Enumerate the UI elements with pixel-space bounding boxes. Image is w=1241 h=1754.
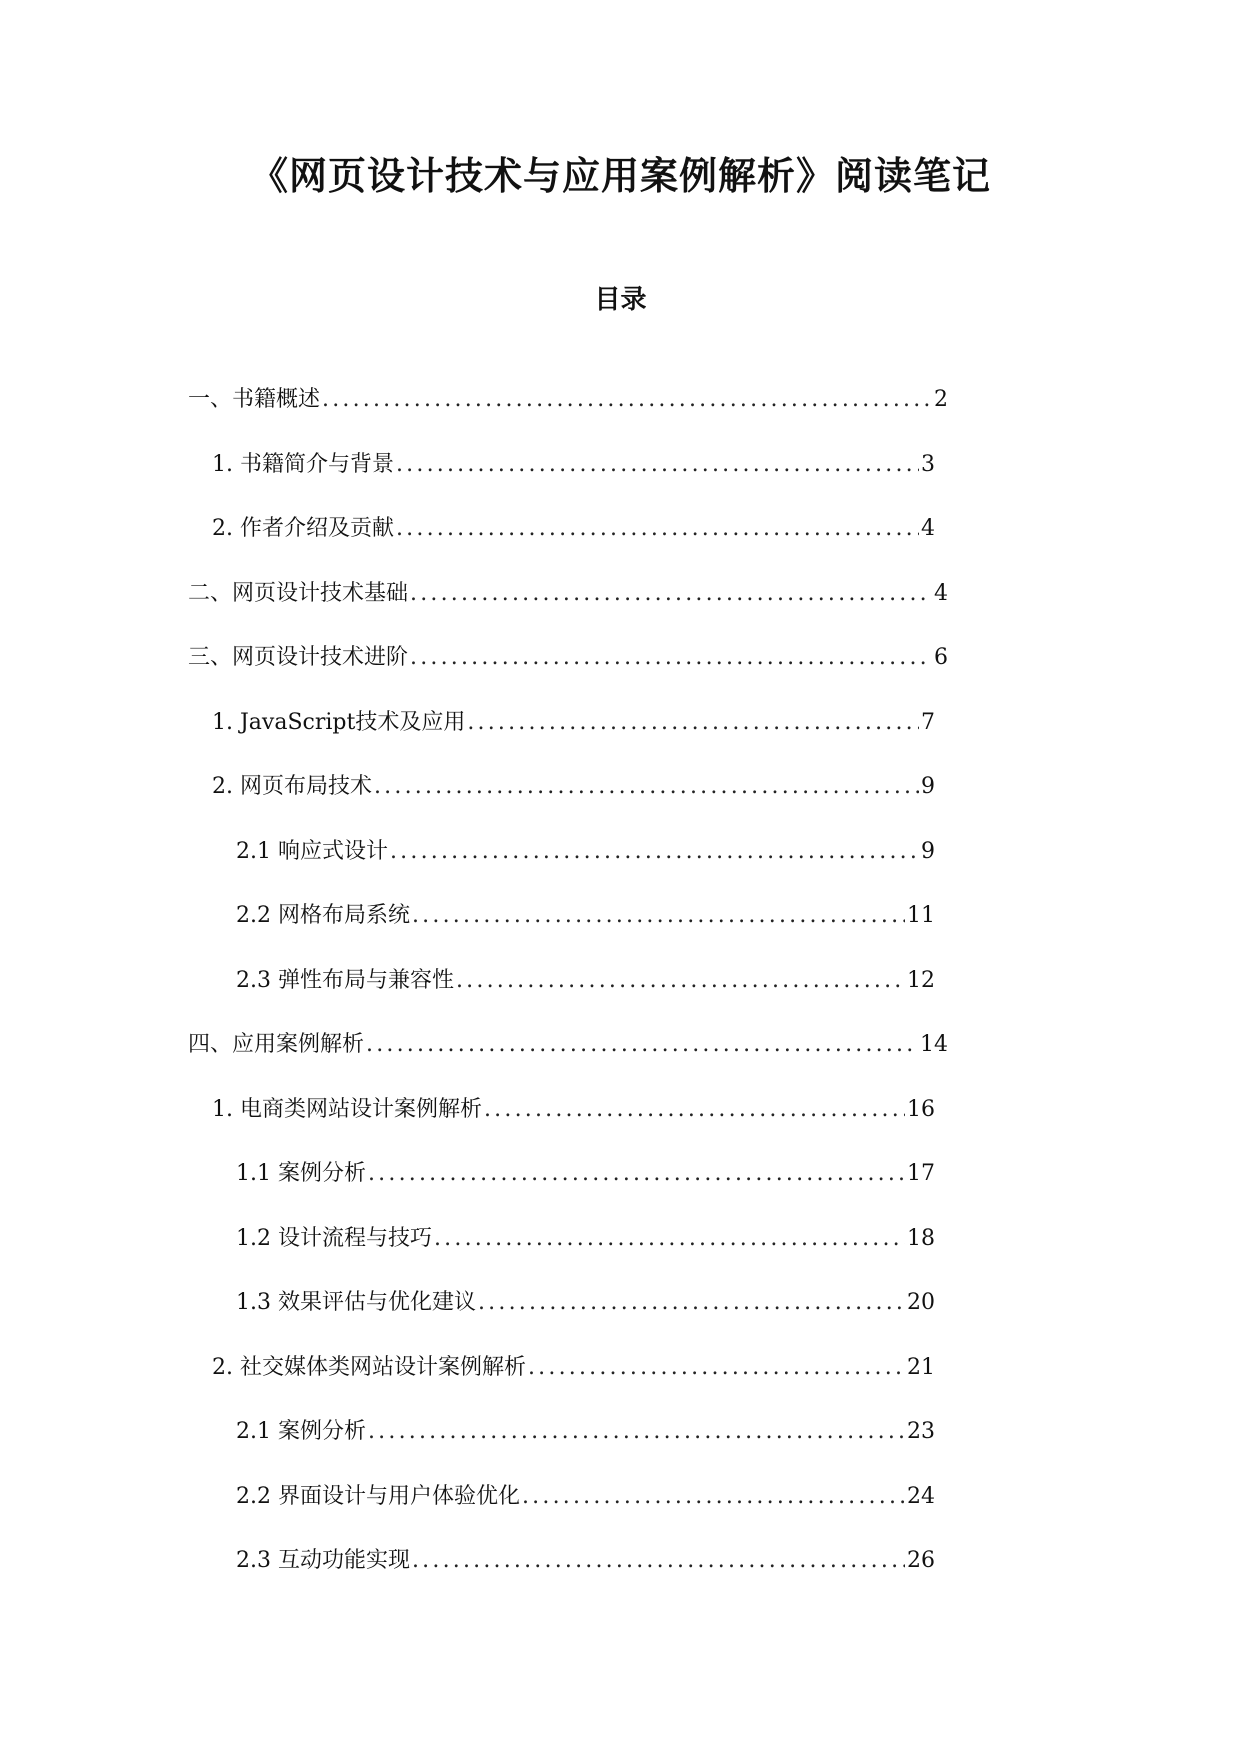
toc-heading: 目录 [594,285,647,315]
toc-entry-page-number: 21 [907,1355,935,1380]
toc-dot-leader [368,1156,905,1192]
toc-entry-page-number: 23 [907,1419,935,1444]
toc-entry[interactable] [212,705,935,741]
toc-entry-page-number: 24 [907,1484,935,1509]
toc-entry-page-number: 20 [907,1290,935,1315]
toc-dot-leader [522,1479,905,1515]
toc-entry-label: 1.1 案例分析 [236,1161,366,1186]
toc-entry[interactable] [212,1350,935,1386]
toc-entry[interactable] [236,834,935,870]
toc-entry-label: 2.3 弹性布局与兼容性 [236,968,454,993]
toc-entry-page-number: 7 [921,710,935,735]
toc-entry-label: 一、书籍概述 [188,387,321,412]
toc-entry-page-number: 12 [907,968,935,993]
toc-entry-label: 2.1 案例分析 [236,1419,366,1444]
toc-dot-leader [412,1543,905,1579]
toc-entry[interactable] [188,1027,948,1063]
toc-entry-label: 三、网页设计技术进阶 [188,645,409,670]
toc-entry-label: 1.3 效果评估与优化建议 [236,1290,476,1315]
toc-dot-leader [410,576,932,612]
toc-dot-leader [412,898,905,934]
toc-dot-leader [528,1350,905,1386]
toc-entry-label: 2.3 互动功能实现 [236,1548,410,1573]
toc-entry[interactable] [236,1156,935,1192]
toc-entry-label: 1.2 设计流程与技巧 [236,1226,432,1251]
toc-entry-page-number: 3 [921,452,935,477]
toc-entry-page-number: 17 [907,1161,935,1186]
toc-entry[interactable] [212,769,935,805]
toc-entry-label: 2.1 响应式设计 [236,839,388,864]
toc-entry[interactable] [212,447,935,483]
toc-dot-leader [478,1285,905,1321]
toc-entry[interactable] [212,1092,935,1128]
toc-entry[interactable] [236,1221,935,1257]
toc-entry-page-number: 4 [934,581,948,606]
toc-entry[interactable] [188,382,948,418]
toc-dot-leader [368,1414,905,1450]
toc-entry-label: 1. 书籍简介与背景 [212,452,394,477]
toc-entry[interactable] [212,511,935,547]
toc-entry-page-number: 11 [907,903,935,928]
toc-entry[interactable] [236,1414,935,1450]
toc-entry[interactable] [188,576,948,612]
toc-dot-leader [374,769,919,805]
toc-entry[interactable] [236,898,935,934]
toc-entry-label: 四、应用案例解析 [188,1032,365,1057]
toc-dot-leader [322,382,932,418]
toc-entry-label: 1. JavaScript技术及应用 [212,710,466,735]
toc-dot-leader [396,511,919,547]
toc-entry-page-number: 26 [907,1548,935,1573]
toc-dot-leader [484,1092,905,1128]
toc-dot-leader [467,705,919,741]
toc-dot-leader [456,963,905,999]
toc-entry[interactable] [236,1285,935,1321]
toc-dot-leader [366,1027,918,1063]
toc-entry-page-number: 9 [921,774,935,799]
toc-entry[interactable] [236,963,935,999]
toc-entry-label: 2. 网页布局技术 [212,774,372,799]
toc-entry-label: 2.2 网格布局系统 [236,903,410,928]
toc-entry-page-number: 18 [907,1226,935,1251]
toc-entry-page-number: 2 [934,387,948,412]
toc-entry-page-number: 16 [907,1097,935,1122]
toc-dot-leader [434,1221,905,1257]
toc-entry[interactable] [236,1543,935,1579]
toc-entry-label: 2.2 界面设计与用户体验优化 [236,1484,520,1509]
toc-dot-leader [410,640,932,676]
toc-dot-leader [396,447,919,483]
toc-entry-page-number: 14 [920,1032,948,1057]
toc-entry-page-number: 4 [921,516,935,541]
toc-dot-leader [390,834,919,870]
toc-entry-page-number: 9 [921,839,935,864]
toc-entry[interactable] [236,1479,935,1515]
toc-entry-label: 2. 作者介绍及贡献 [212,516,394,541]
document-title: 《网页设计技术与应用案例解析》阅读笔记 [249,153,991,198]
toc-entry-label: 1. 电商类网站设计案例解析 [212,1097,482,1122]
toc-entry-label: 2. 社交媒体类网站设计案例解析 [212,1355,526,1380]
toc-entry-label: 二、网页设计技术基础 [188,581,409,606]
toc-entry[interactable] [188,640,948,676]
toc-entry-page-number: 6 [934,645,948,670]
